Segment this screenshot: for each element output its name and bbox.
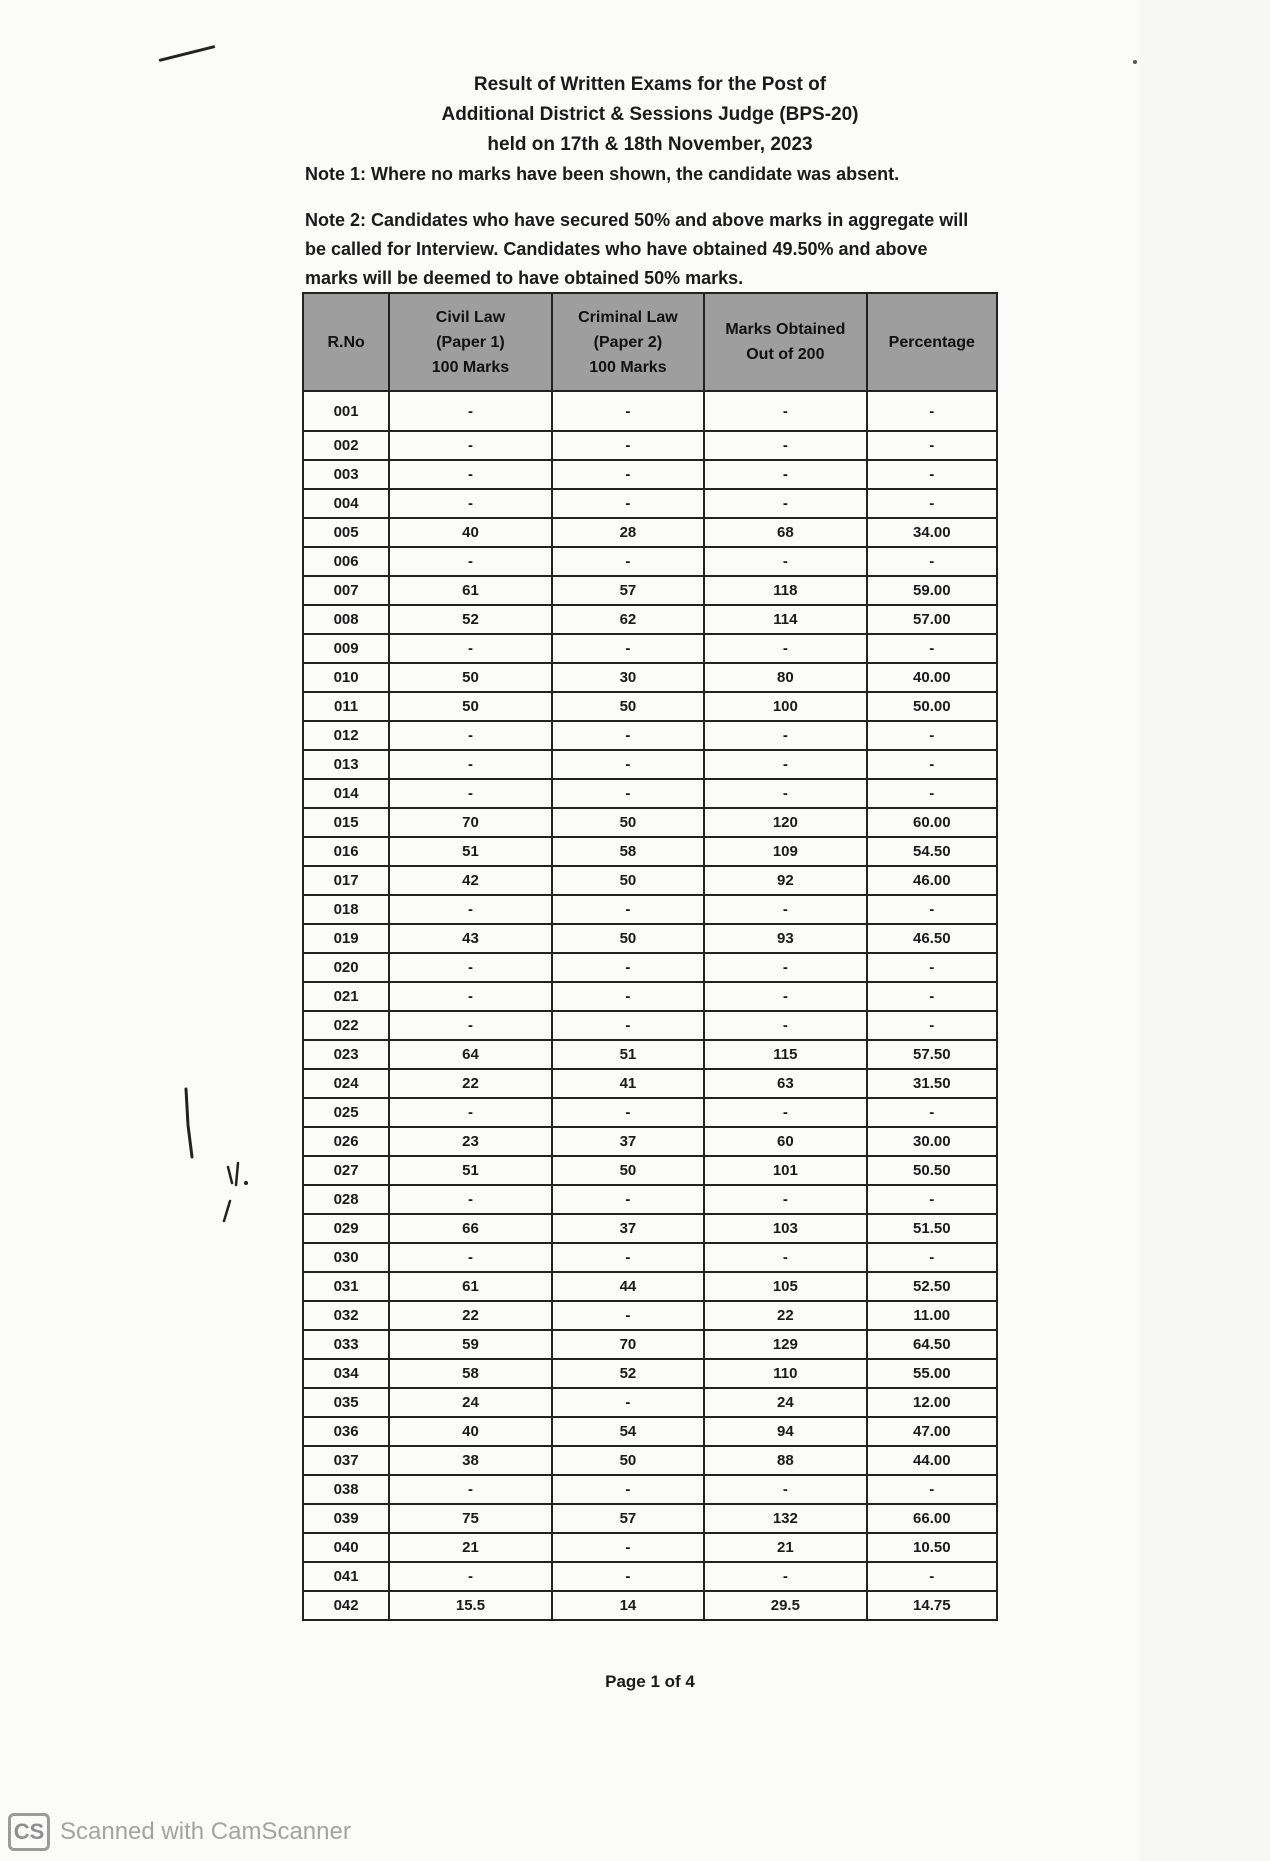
document-title [300, 70, 1000, 160]
cell-criminal-law-marks: - [552, 1243, 704, 1272]
cell-criminal-law-marks: 50 [552, 924, 704, 953]
table-row [303, 779, 997, 808]
cell-criminal-law-marks: - [552, 431, 704, 460]
cell-roll-no: 035 [303, 1388, 389, 1417]
cell-roll-no: 011 [303, 692, 389, 721]
cell-percentage: - [867, 982, 997, 1011]
cell-criminal-law-marks: - [552, 895, 704, 924]
note-2 [305, 206, 985, 293]
cell-roll-no: 010 [303, 663, 389, 692]
table-row [303, 547, 997, 576]
cell-roll-no: 001 [303, 391, 389, 431]
cell-percentage: - [867, 460, 997, 489]
cell-total-marks: 94 [704, 1417, 866, 1446]
cell-percentage: - [867, 1243, 997, 1272]
table-row [303, 1330, 997, 1359]
cell-civil-law-marks: - [389, 953, 551, 982]
cell-percentage: 30.00 [867, 1127, 997, 1156]
cell-percentage: 40.00 [867, 663, 997, 692]
cell-roll-no: 031 [303, 1272, 389, 1301]
cell-total-marks: 129 [704, 1330, 866, 1359]
cell-percentage: 11.00 [867, 1301, 997, 1330]
table-row [303, 1156, 997, 1185]
table-row [303, 431, 997, 460]
table-row [303, 1011, 997, 1040]
table-row [303, 489, 997, 518]
cell-roll-no: 002 [303, 431, 389, 460]
note-1 [305, 160, 985, 189]
cell-percentage: 52.50 [867, 1272, 997, 1301]
cell-criminal-law-marks: 37 [552, 1214, 704, 1243]
cell-civil-law-marks: 22 [389, 1301, 551, 1330]
cell-total-marks: - [704, 779, 866, 808]
cell-roll-no: 020 [303, 953, 389, 982]
header-civil-law: Civil Law (Paper 1) 100 Marks [389, 293, 551, 391]
table-row [303, 663, 997, 692]
cell-civil-law-marks: - [389, 431, 551, 460]
cell-civil-law-marks: 66 [389, 1214, 551, 1243]
cell-percentage: 47.00 [867, 1417, 997, 1446]
scan-speck [1133, 60, 1137, 64]
table-row [303, 1417, 997, 1446]
cell-criminal-law-marks: - [552, 1533, 704, 1562]
cell-criminal-law-marks: - [552, 1562, 704, 1591]
cell-percentage: 44.00 [867, 1446, 997, 1475]
header-marks-obtained: Marks Obtained Out of 200 [704, 293, 866, 391]
cell-total-marks: 110 [704, 1359, 866, 1388]
cell-civil-law-marks: 61 [389, 576, 551, 605]
cell-total-marks: - [704, 1185, 866, 1214]
handwritten-signature-mark [180, 1085, 260, 1235]
cell-civil-law-marks: 70 [389, 808, 551, 837]
cell-civil-law-marks: - [389, 779, 551, 808]
cell-criminal-law-marks: - [552, 1185, 704, 1214]
cell-roll-no: 008 [303, 605, 389, 634]
cell-total-marks: 80 [704, 663, 866, 692]
note-1-text: Where no marks have been shown, the candidate was absent. [366, 164, 900, 184]
cell-civil-law-marks: 23 [389, 1127, 551, 1156]
cell-total-marks: 21 [704, 1533, 866, 1562]
table-row [303, 576, 997, 605]
cell-civil-law-marks: - [389, 391, 551, 431]
cell-total-marks: - [704, 953, 866, 982]
cell-percentage: 46.50 [867, 924, 997, 953]
cell-percentage: 46.00 [867, 866, 997, 895]
table-row [303, 1040, 997, 1069]
cell-total-marks: - [704, 1098, 866, 1127]
results-table-body [303, 391, 997, 1620]
cell-roll-no: 027 [303, 1156, 389, 1185]
cell-roll-no: 029 [303, 1214, 389, 1243]
cell-total-marks: - [704, 431, 866, 460]
cell-civil-law-marks: 51 [389, 837, 551, 866]
cell-criminal-law-marks: - [552, 1301, 704, 1330]
cell-roll-no: 003 [303, 460, 389, 489]
table-row [303, 721, 997, 750]
table-row [303, 1359, 997, 1388]
table-row [303, 1243, 997, 1272]
cell-total-marks: - [704, 721, 866, 750]
cell-criminal-law-marks: - [552, 1475, 704, 1504]
table-row [303, 982, 997, 1011]
cell-percentage: - [867, 721, 997, 750]
table-row [303, 460, 997, 489]
table-row [303, 1446, 997, 1475]
cell-percentage: - [867, 750, 997, 779]
cell-total-marks: 63 [704, 1069, 866, 1098]
cell-total-marks: - [704, 391, 866, 431]
cell-roll-no: 016 [303, 837, 389, 866]
cell-percentage: - [867, 1098, 997, 1127]
cell-civil-law-marks: 21 [389, 1533, 551, 1562]
table-row [303, 1562, 997, 1591]
cell-percentage: 66.00 [867, 1504, 997, 1533]
cell-total-marks: - [704, 460, 866, 489]
cell-civil-law-marks: - [389, 489, 551, 518]
cell-roll-no: 042 [303, 1591, 389, 1620]
note-1-label: Note 1: [305, 164, 367, 184]
table-row [303, 692, 997, 721]
cell-roll-no: 039 [303, 1504, 389, 1533]
table-row [303, 1272, 997, 1301]
cell-criminal-law-marks: - [552, 982, 704, 1011]
table-row [303, 1214, 997, 1243]
title-line-3: held on 17th & 18th November, 2023 [487, 134, 813, 155]
cell-criminal-law-marks: 28 [552, 518, 704, 547]
cell-percentage: 31.50 [867, 1069, 997, 1098]
cell-percentage: 57.50 [867, 1040, 997, 1069]
table-row [303, 1069, 997, 1098]
cell-total-marks: - [704, 547, 866, 576]
cell-civil-law-marks: - [389, 1475, 551, 1504]
results-table [302, 292, 998, 1621]
cell-total-marks: 120 [704, 808, 866, 837]
cell-criminal-law-marks: 50 [552, 808, 704, 837]
title-line-1: Result of Written Exams for the Post of [473, 74, 827, 95]
cell-civil-law-marks: - [389, 634, 551, 663]
cell-percentage: - [867, 1011, 997, 1040]
cell-criminal-law-marks: 50 [552, 1156, 704, 1185]
cell-civil-law-marks: - [389, 1011, 551, 1040]
cell-total-marks: 24 [704, 1388, 866, 1417]
cell-criminal-law-marks: 30 [552, 663, 704, 692]
cell-roll-no: 040 [303, 1533, 389, 1562]
cell-criminal-law-marks: 41 [552, 1069, 704, 1098]
table-row [303, 924, 997, 953]
cell-criminal-law-marks: 50 [552, 866, 704, 895]
cell-total-marks: - [704, 489, 866, 518]
table-row [303, 634, 997, 663]
cell-criminal-law-marks: 58 [552, 837, 704, 866]
cell-percentage: 50.00 [867, 692, 997, 721]
cell-civil-law-marks: 43 [389, 924, 551, 953]
cell-criminal-law-marks: - [552, 750, 704, 779]
cell-criminal-law-marks: 50 [552, 1446, 704, 1475]
cell-civil-law-marks: 22 [389, 1069, 551, 1098]
cell-roll-no: 004 [303, 489, 389, 518]
cell-total-marks: 132 [704, 1504, 866, 1533]
camscanner-logo-icon: CS [8, 1813, 50, 1851]
cell-percentage: 12.00 [867, 1388, 997, 1417]
table-row [303, 1301, 997, 1330]
cell-roll-no: 037 [303, 1446, 389, 1475]
cell-total-marks: 105 [704, 1272, 866, 1301]
table-row [303, 808, 997, 837]
cell-percentage: - [867, 953, 997, 982]
cell-civil-law-marks: 64 [389, 1040, 551, 1069]
cell-civil-law-marks: 58 [389, 1359, 551, 1388]
table-row [303, 866, 997, 895]
cell-percentage: 34.00 [867, 518, 997, 547]
cell-criminal-law-marks: 70 [552, 1330, 704, 1359]
cell-criminal-law-marks: - [552, 721, 704, 750]
cell-civil-law-marks: - [389, 895, 551, 924]
cell-civil-law-marks: 50 [389, 692, 551, 721]
note-2-text: Candidates who have secured 50% and above marks in aggregate will be called for Interview. Candidates who have obtained 49.50% and above marks will be deemed to have obtained 50% marks. [305, 210, 969, 288]
cell-roll-no: 006 [303, 547, 389, 576]
table-row [303, 895, 997, 924]
cell-total-marks: 93 [704, 924, 866, 953]
table-row [303, 1185, 997, 1214]
cell-roll-no: 033 [303, 1330, 389, 1359]
table-row [303, 953, 997, 982]
cell-civil-law-marks: - [389, 721, 551, 750]
cell-criminal-law-marks: 54 [552, 1417, 704, 1446]
cell-civil-law-marks: 59 [389, 1330, 551, 1359]
cell-roll-no: 005 [303, 518, 389, 547]
cell-percentage: 10.50 [867, 1533, 997, 1562]
cell-total-marks: - [704, 1562, 866, 1591]
cell-percentage: 51.50 [867, 1214, 997, 1243]
header-roll-no: R.No [303, 293, 389, 391]
cell-roll-no: 028 [303, 1185, 389, 1214]
cell-roll-no: 034 [303, 1359, 389, 1388]
cell-roll-no: 041 [303, 1562, 389, 1591]
cell-percentage: - [867, 895, 997, 924]
cell-roll-no: 024 [303, 1069, 389, 1098]
cell-roll-no: 026 [303, 1127, 389, 1156]
cell-percentage: 54.50 [867, 837, 997, 866]
cell-total-marks: 22 [704, 1301, 866, 1330]
table-row [303, 605, 997, 634]
cell-civil-law-marks: 24 [389, 1388, 551, 1417]
cell-total-marks: - [704, 895, 866, 924]
cell-criminal-law-marks: 57 [552, 576, 704, 605]
cell-criminal-law-marks: 52 [552, 1359, 704, 1388]
table-row [303, 518, 997, 547]
cell-criminal-law-marks: - [552, 634, 704, 663]
cell-roll-no: 007 [303, 576, 389, 605]
camscanner-watermark [8, 1810, 351, 1854]
cell-percentage: 64.50 [867, 1330, 997, 1359]
cell-roll-no: 032 [303, 1301, 389, 1330]
note-2-label: Note 2: [305, 210, 367, 230]
table-row [303, 1533, 997, 1562]
cell-criminal-law-marks: - [552, 1098, 704, 1127]
cell-civil-law-marks: - [389, 460, 551, 489]
cell-civil-law-marks: 15.5 [389, 1591, 551, 1620]
cell-total-marks: 92 [704, 866, 866, 895]
cell-percentage: - [867, 634, 997, 663]
cell-civil-law-marks: 75 [389, 1504, 551, 1533]
cell-percentage: 55.00 [867, 1359, 997, 1388]
header-criminal-law: Criminal Law (Paper 2) 100 Marks [552, 293, 704, 391]
camscanner-text: Scanned with CamScanner [60, 1818, 351, 1845]
cell-total-marks: 118 [704, 576, 866, 605]
table-row [303, 1127, 997, 1156]
cell-total-marks: 100 [704, 692, 866, 721]
cell-roll-no: 009 [303, 634, 389, 663]
cell-percentage: - [867, 547, 997, 576]
table-row [303, 837, 997, 866]
cell-total-marks: 101 [704, 1156, 866, 1185]
cell-percentage: - [867, 779, 997, 808]
cell-total-marks: 114 [704, 605, 866, 634]
cell-civil-law-marks: 61 [389, 1272, 551, 1301]
cell-civil-law-marks: 40 [389, 1417, 551, 1446]
table-row [303, 1591, 997, 1620]
cell-percentage: - [867, 431, 997, 460]
table-row [303, 391, 997, 431]
cell-criminal-law-marks: - [552, 391, 704, 431]
cell-civil-law-marks: - [389, 1098, 551, 1127]
pen-stroke-mark [158, 45, 215, 62]
cell-total-marks: 115 [704, 1040, 866, 1069]
cell-civil-law-marks: - [389, 1185, 551, 1214]
cell-civil-law-marks: - [389, 1243, 551, 1272]
cell-total-marks: 29.5 [704, 1591, 866, 1620]
cell-roll-no: 022 [303, 1011, 389, 1040]
cell-criminal-law-marks: - [552, 953, 704, 982]
cell-percentage: 57.00 [867, 605, 997, 634]
cell-roll-no: 017 [303, 866, 389, 895]
cell-roll-no: 025 [303, 1098, 389, 1127]
cell-percentage: 14.75 [867, 1591, 997, 1620]
cell-criminal-law-marks: - [552, 1011, 704, 1040]
cell-criminal-law-marks: - [552, 547, 704, 576]
cell-total-marks: - [704, 1475, 866, 1504]
cell-civil-law-marks: - [389, 750, 551, 779]
cell-percentage: - [867, 391, 997, 431]
cell-total-marks: 68 [704, 518, 866, 547]
cell-roll-no: 023 [303, 1040, 389, 1069]
cell-civil-law-marks: - [389, 1562, 551, 1591]
cell-percentage: 60.00 [867, 808, 997, 837]
cell-criminal-law-marks: 62 [552, 605, 704, 634]
cell-total-marks: 109 [704, 837, 866, 866]
cell-civil-law-marks: - [389, 547, 551, 576]
cell-total-marks: 103 [704, 1214, 866, 1243]
cell-roll-no: 021 [303, 982, 389, 1011]
cell-criminal-law-marks: 44 [552, 1272, 704, 1301]
cell-percentage: 50.50 [867, 1156, 997, 1185]
cell-civil-law-marks: 42 [389, 866, 551, 895]
cell-roll-no: 015 [303, 808, 389, 837]
page-number: Page 1 of 4 [605, 1672, 695, 1691]
cell-percentage: - [867, 489, 997, 518]
cell-percentage: - [867, 1475, 997, 1504]
cell-total-marks: - [704, 982, 866, 1011]
cell-total-marks: 88 [704, 1446, 866, 1475]
cell-civil-law-marks: 50 [389, 663, 551, 692]
cell-total-marks: 60 [704, 1127, 866, 1156]
table-row [303, 1388, 997, 1417]
title-line-2: Additional District & Sessions Judge (BPS-20) [441, 104, 859, 125]
cell-roll-no: 014 [303, 779, 389, 808]
cell-roll-no: 018 [303, 895, 389, 924]
cell-criminal-law-marks: - [552, 779, 704, 808]
cell-roll-no: 013 [303, 750, 389, 779]
cell-criminal-law-marks: - [552, 460, 704, 489]
results-table-header [303, 293, 997, 391]
cell-criminal-law-marks: - [552, 489, 704, 518]
cell-civil-law-marks: 40 [389, 518, 551, 547]
cell-criminal-law-marks: 14 [552, 1591, 704, 1620]
cell-total-marks: - [704, 634, 866, 663]
cell-civil-law-marks: 38 [389, 1446, 551, 1475]
cell-criminal-law-marks: 51 [552, 1040, 704, 1069]
table-row [303, 1475, 997, 1504]
cell-total-marks: - [704, 1243, 866, 1272]
cell-percentage: - [867, 1562, 997, 1591]
table-row [303, 1098, 997, 1127]
header-percentage: Percentage [867, 293, 997, 391]
cell-criminal-law-marks: - [552, 1388, 704, 1417]
cell-civil-law-marks: - [389, 982, 551, 1011]
cell-civil-law-marks: 52 [389, 605, 551, 634]
cell-roll-no: 012 [303, 721, 389, 750]
cell-total-marks: - [704, 1011, 866, 1040]
cell-percentage: - [867, 1185, 997, 1214]
table-row [303, 1504, 997, 1533]
cell-roll-no: 038 [303, 1475, 389, 1504]
cell-civil-law-marks: 51 [389, 1156, 551, 1185]
cell-roll-no: 036 [303, 1417, 389, 1446]
cell-roll-no: 030 [303, 1243, 389, 1272]
cell-criminal-law-marks: 57 [552, 1504, 704, 1533]
cell-criminal-law-marks: 37 [552, 1127, 704, 1156]
cell-roll-no: 019 [303, 924, 389, 953]
cell-percentage: 59.00 [867, 576, 997, 605]
table-row [303, 750, 997, 779]
cell-criminal-law-marks: 50 [552, 692, 704, 721]
cell-total-marks: - [704, 750, 866, 779]
